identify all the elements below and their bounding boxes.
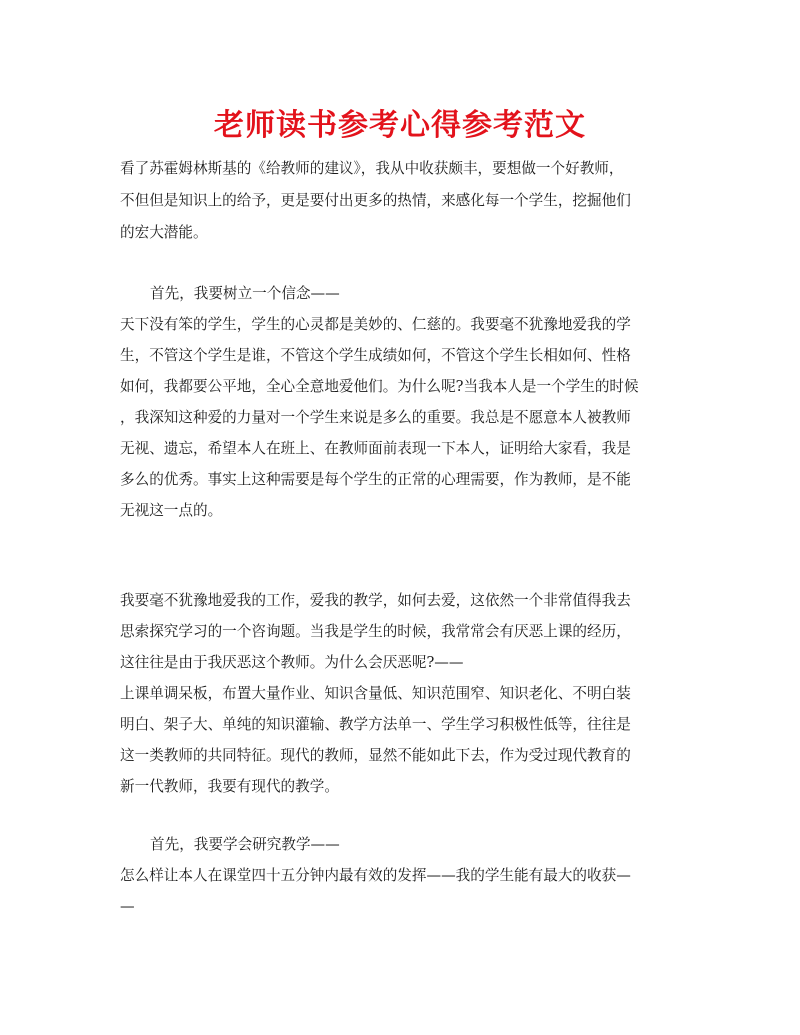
paragraph-line: 如何，我都要公平地，全心全意地爱他们。为什么呢?当我本人是一个学生的时候	[120, 378, 639, 395]
paragraph-line: 这一类教师的共同特征。现代的教师，显然不能如此下去，作为受过现代教育的	[120, 747, 631, 764]
paragraph-line: 我要毫不犹豫地爱我的工作，爱我的教学，如何去爱，这依然一个非常值得我去	[120, 592, 631, 609]
paragraph-line: 首先，我要树立一个信念——	[150, 285, 340, 302]
paragraph-line: 首先，我要学会研究教学——	[150, 836, 340, 853]
paragraph-line: 生，不管这个学生是谁，不管这个学生成绩如何，不管这个学生长相如何、性格	[120, 347, 631, 364]
paragraph-line: 怎么样让本人在课堂四十五分钟内最有效的发挥——我的学生能有最大的收获—	[120, 867, 631, 884]
document-title: 老师读书参考心得参考范文	[214, 108, 586, 143]
paragraph-line: 看了苏霍姆林斯基的《给教师的建议》，我从中收获颇丰，要想做一个好教师，	[120, 160, 624, 177]
paragraph-line: 思索探究学习的一个咨询题。当我是学生的时候，我常常会有厌恶上课的经历，	[120, 623, 631, 640]
paragraph-line: 不但但是知识上的给予，更是要付出更多的热情，来感化每一个学生，挖掘他们	[120, 192, 631, 209]
paragraph-line: 的宏大潜能。	[120, 224, 208, 241]
paragraph-line: 天下没有笨的学生，学生的心灵都是美妙的、仁慈的。我要毫不犹豫地爱我的学	[120, 316, 631, 333]
paragraph-line: 无视、遗忘，希望本人在班上、在教师面前表现一下本人，证明给大家看，我是	[120, 440, 631, 457]
paragraph-line: ，我深知这种爱的力量对一个学生来说是多么的重要。我总是不愿意本人被教师	[120, 409, 631, 426]
paragraph-line: 无视这一点的。	[120, 502, 223, 519]
paragraph-line: 新一代教师，我要有现代的教学。	[120, 778, 339, 795]
paragraph-line: 这往往是由于我厌恶这个教师。为什么会厌恶呢?——	[120, 654, 464, 671]
paragraph-line: 上课单调呆板，布置大量作业、知识含量低、知识范围窄、知识老化、不明白装	[120, 685, 631, 702]
paragraph-line: —	[120, 898, 135, 915]
paragraph-line: 多么的优秀。事实上这种需要是每个学生的正常的心理需要，作为教师，是不能	[120, 471, 631, 488]
paragraph-line: 明白、架子大、单纯的知识灌输、教学方法单一、学生学习积极性低等，往往是	[120, 716, 631, 733]
